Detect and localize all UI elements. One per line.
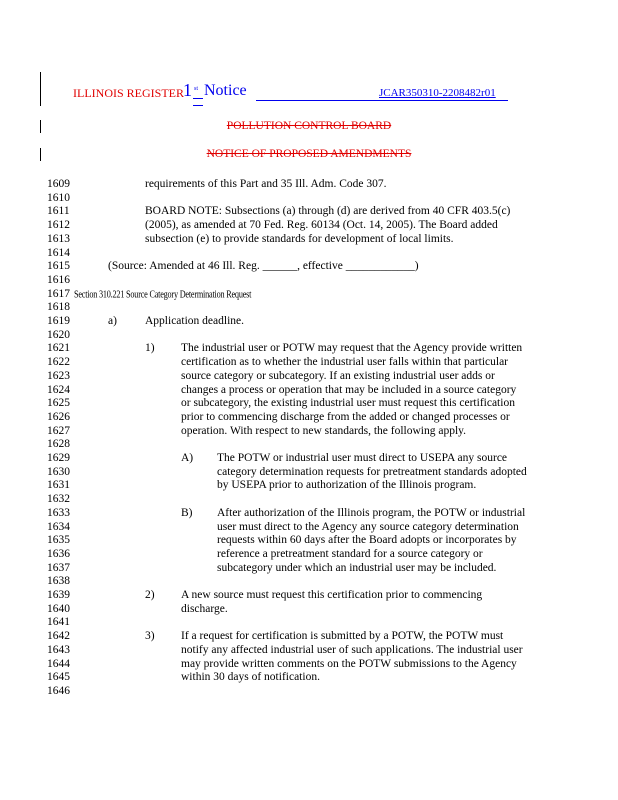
- document-line: [47, 287, 618, 301]
- line-text: may provide written comments on the POTW submissions to the Agency: [181, 657, 517, 670]
- document-line: [47, 478, 618, 492]
- line-text: certification as to whether the industrial user falls within that particular: [181, 356, 509, 369]
- line-number: 1636: [47, 547, 70, 560]
- jcar-id: JCAR350310-2208482r01: [379, 87, 496, 99]
- line-number: 1633: [47, 506, 70, 519]
- line-number: 1639: [47, 589, 70, 601]
- line-number: 1635: [47, 534, 70, 547]
- line-number: 1632: [47, 493, 70, 506]
- list-marker: a): [108, 315, 117, 327]
- document-line: [47, 506, 618, 520]
- document-line: [47, 328, 618, 342]
- line-number: 1623: [47, 369, 70, 382]
- line-number: 1615: [47, 260, 70, 273]
- line-number: 1644: [47, 657, 70, 670]
- document-line: [47, 204, 618, 218]
- line-number: 1621: [47, 342, 70, 355]
- line-number: 1642: [47, 630, 70, 643]
- line-text: A new source must request this certification prior to commencing: [181, 589, 483, 601]
- document-line: [47, 643, 618, 657]
- line-number: 1614: [47, 246, 70, 259]
- document-line: [47, 383, 618, 397]
- line-number: 1613: [47, 232, 70, 245]
- line-text: subcategory under which an industrial user may be included.: [217, 561, 497, 574]
- line-text: The POTW or industrial user must direct to USEPA any source: [217, 452, 508, 464]
- document-line: [47, 259, 618, 273]
- notice-label: Notice: [204, 82, 247, 99]
- list-marker: 3): [145, 630, 155, 643]
- line-number: 1624: [47, 383, 70, 396]
- document-line: [47, 657, 618, 671]
- document-line: [47, 670, 618, 684]
- line-number: 1616: [47, 273, 70, 286]
- document-line: [47, 424, 618, 438]
- line-number: 1646: [47, 684, 70, 697]
- document-line: [47, 492, 618, 506]
- line-text: source category or subcategory. If an existing industrial user adds or: [181, 369, 495, 382]
- document-line: [47, 602, 618, 616]
- line-number: 1634: [47, 520, 70, 533]
- line-number: 1627: [47, 424, 70, 437]
- document-line: [47, 437, 618, 451]
- line-text: If a request for certification is submitted by a POTW, the POTW must: [181, 630, 504, 643]
- line-number: 1618: [47, 301, 70, 314]
- document-line: [47, 520, 618, 534]
- line-number: 1637: [47, 561, 70, 574]
- document-line: [47, 684, 618, 698]
- line-text: prior to commencing discharge from the added or changed processes or: [181, 410, 510, 423]
- line-text: (2005), as amended at 70 Fed. Reg. 60134 (Oct. 14, 2005). The Board added: [145, 219, 498, 232]
- line-number: 1638: [47, 575, 70, 588]
- line-text: notify any affected industrial user of such applications. The industrial user: [181, 643, 523, 656]
- line-text: discharge.: [181, 602, 228, 615]
- document-line: [47, 191, 618, 205]
- line-text: requirements of this Part and 35 Ill. Adm. Code 307.: [145, 178, 387, 190]
- line-number: 1625: [47, 397, 70, 410]
- document-line: [47, 451, 618, 465]
- document-line: [47, 355, 618, 369]
- line-text: The industrial user or POTW may request that the Agency provide written: [181, 342, 523, 355]
- line-text: subsection (e) to provide standards for development of local limits.: [145, 232, 454, 245]
- line-number: 1617: [47, 287, 70, 300]
- document-line: [47, 410, 618, 424]
- board-name: POLLUTION CONTROL BOARD: [226, 120, 392, 132]
- document-line: [47, 300, 618, 314]
- line-text: changes a process or operation that may be included in a source category: [181, 383, 517, 396]
- document-line: [47, 547, 618, 561]
- document-line: [47, 341, 618, 355]
- line-number: 1643: [47, 643, 70, 656]
- line-number: 1626: [47, 410, 70, 423]
- line-number: 1628: [47, 438, 70, 451]
- line-text: category determination requests for pretreatment standards adopted: [217, 465, 527, 478]
- section-heading: Section 310.221 Source Category Determination Request: [74, 288, 252, 300]
- page-number: 1: [183, 80, 192, 100]
- line-number: 1630: [47, 465, 70, 478]
- list-marker: B): [181, 506, 193, 519]
- list-marker: 2): [145, 589, 155, 601]
- document-line: [47, 396, 618, 410]
- document-line: [47, 574, 618, 588]
- line-number: 1645: [47, 671, 70, 684]
- line-text: reference a pretreatment standard for a source category or: [217, 547, 483, 560]
- line-text: Application deadline.: [145, 315, 244, 327]
- line-text: (Source: Amended at 46 Ill. Reg. ______, effective ____________): [108, 260, 419, 273]
- notice-underline: [256, 100, 508, 101]
- document-line: [47, 314, 618, 328]
- document-line: [47, 369, 618, 383]
- line-text: requests within 60 days after the Board adopts or incorporates by: [217, 534, 517, 547]
- line-number: 1609: [47, 178, 70, 190]
- line-text: BOARD NOTE: Subsections (a) through (d) are derived from 40 CFR 403.5(c): [145, 205, 511, 218]
- document-line: [47, 218, 618, 232]
- line-text: user must direct to the Agency any source category determination: [217, 520, 519, 533]
- list-marker: A): [181, 452, 194, 464]
- document-line: [47, 629, 618, 643]
- document-line: [47, 533, 618, 547]
- line-number: 1611: [47, 205, 70, 218]
- footnote-underline: [193, 98, 203, 106]
- line-number: 1610: [47, 191, 70, 204]
- line-number: 1620: [47, 328, 70, 341]
- document-line: [47, 588, 618, 602]
- register-title: ILLINOIS REGISTER: [73, 86, 184, 100]
- line-text: by USEPA prior to authorization of the Illinois program.: [217, 479, 477, 492]
- line-number: 1631: [47, 479, 70, 492]
- line-number: 1629: [47, 452, 70, 464]
- line-number: 1640: [47, 602, 70, 615]
- document-line: [47, 177, 618, 191]
- line-number: 1619: [47, 315, 70, 327]
- document-line: [47, 615, 618, 629]
- document-line: [47, 561, 618, 575]
- document-line: [47, 232, 618, 246]
- line-number: 1622: [47, 356, 70, 369]
- line-text: After authorization of the Illinois program, the POTW or industrial: [217, 506, 526, 519]
- line-text: or subcategory, the existing industrial user must request this certification: [181, 397, 515, 410]
- line-text: within 30 days of notification.: [181, 671, 320, 684]
- document-line: [47, 246, 618, 260]
- document-line: [47, 273, 618, 287]
- line-text: operation. With respect to new standards, the following apply.: [181, 424, 467, 437]
- change-bar: [40, 72, 41, 106]
- document-line: [47, 465, 618, 479]
- notice-title: NOTICE OF PROPOSED AMENDMENTS: [206, 148, 412, 160]
- line-number: 1641: [47, 616, 70, 629]
- footnote-mark: st: [194, 86, 199, 92]
- list-marker: 1): [145, 342, 155, 355]
- line-number: 1612: [47, 219, 70, 232]
